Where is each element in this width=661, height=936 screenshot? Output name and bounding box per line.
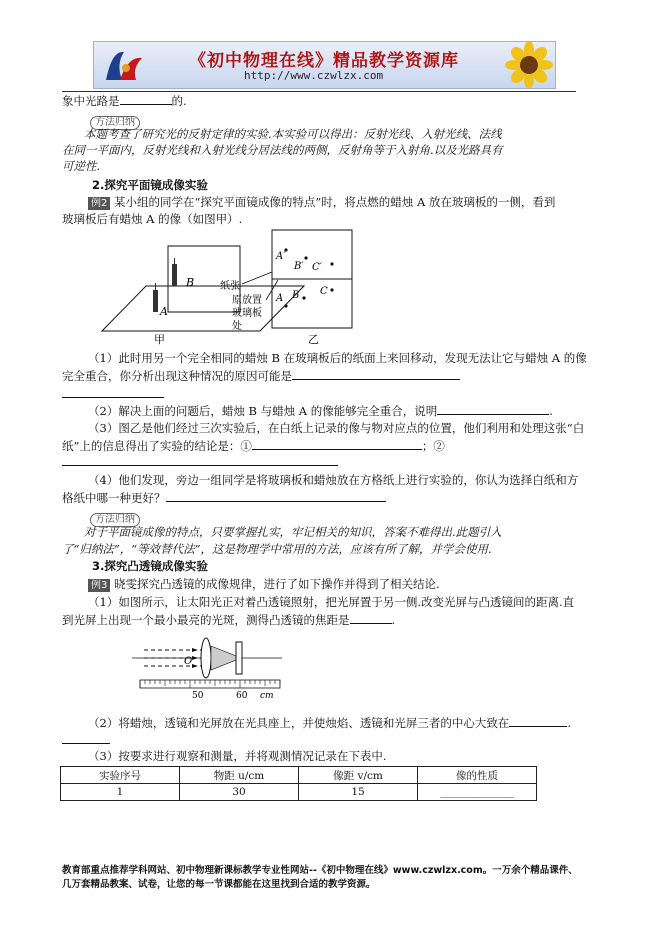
section-2-heading: 2.探究平面镜成像实验 bbox=[92, 178, 208, 192]
summary-2-line-1: 对于平面镜成像的特点，只要掌握扎实，牢记相关的知识，答案不难得出.此题引入 bbox=[84, 525, 502, 539]
sunflower-icon bbox=[504, 42, 554, 88]
p2-blank[interactable] bbox=[509, 714, 567, 727]
p3-line: （3）按要求进行观察和测量，并将观测情况记录在下表中. bbox=[88, 749, 387, 763]
q3-text: 纸”上的信息得出了实验的结论是：① bbox=[62, 439, 252, 453]
table-cell: 30 bbox=[180, 784, 299, 801]
example-2-text: 某小组的同学在“探究平面镜成像的特点”时，将点燃的蜡烛 A 放在玻璃板的一侧，看到 bbox=[114, 195, 556, 209]
footer-line-2: 几万套精品教案、试卷，让您的每一节课都能在这里找到合适的教学资源。 bbox=[62, 879, 376, 890]
ruler-label-60: 60 bbox=[236, 691, 248, 700]
q3-mark-2: ；② bbox=[421, 439, 445, 453]
observation-table bbox=[60, 766, 537, 801]
header-banner bbox=[93, 41, 556, 89]
p2-line: （2）将蜡烛，透镜和光屏放在光具座上，并使烛焰、透镜和光屏三者的中心大致在 . bbox=[88, 716, 571, 730]
q2-blank[interactable] bbox=[437, 402, 549, 415]
q1-line-1: （1）此时用另一个完全相同的蜡烛 B 在玻璃板后的纸面上来回移动，发现无法让它与蜡烛 A 的像 bbox=[88, 351, 587, 365]
q1-blank[interactable] bbox=[292, 367, 460, 380]
light-screen-icon bbox=[236, 642, 242, 674]
glass-label-1: 原放置 bbox=[232, 295, 262, 306]
glass-label-2: 玻璃板 bbox=[232, 308, 262, 319]
q4-blank[interactable] bbox=[166, 489, 386, 502]
table-cell-answer[interactable]: ______________ bbox=[418, 784, 537, 801]
q2-line: （2）解决上面的问题后，蜡烛 B 与蜡烛 A 的像能够完全重合，说明 . bbox=[88, 404, 553, 418]
table-header-row bbox=[61, 767, 537, 784]
header-title: 《初中物理在线》精品教学资源库 bbox=[189, 51, 459, 71]
convex-lens-figure bbox=[132, 630, 292, 700]
candle-a-icon bbox=[153, 290, 158, 312]
summary-1-line-1: 本题考查了研究光的反射定律的实验.本实验可以得出：反射光线、入射光线、法线 bbox=[84, 127, 502, 141]
p1-text: 到光屏上出现一个最小最亮的光斑，测得凸透镜的焦距是 bbox=[62, 613, 350, 627]
table-cell: 1 bbox=[61, 784, 180, 801]
summary-1-line-2: 在同一平面内，反射光线和入射光线分居法线的两侧，反射角等于入射角.以及光路具有 bbox=[62, 143, 503, 157]
summary-2-line-2: 了“归纳法”，“等效替代法”，这是物理学中常用的方法，应该有所了解，并学会使用. bbox=[62, 542, 492, 556]
site-logo-icon bbox=[102, 46, 146, 84]
q2-text: （2）解决上面的问题后，蜡烛 B 与蜡烛 A 的像能够完全重合，说明 bbox=[88, 404, 438, 418]
ruler-unit: cm bbox=[260, 691, 274, 700]
q4-line-1: （4）他们发现，旁边一组同学是将玻璃板和蜡烛放在方格纸上进行实验的，你认为选择白纸和方 bbox=[88, 473, 579, 487]
label-a: A bbox=[160, 305, 168, 318]
section-3-heading: 3.探究凸透镜成像实验 bbox=[92, 559, 208, 573]
q1-blank-2[interactable] bbox=[62, 397, 164, 398]
intro-post: 的. bbox=[171, 94, 187, 108]
method-label: 方法归纳 bbox=[90, 116, 140, 130]
point-a-prime: A′ bbox=[276, 251, 286, 262]
figure-jia-label: 甲 bbox=[154, 333, 165, 346]
lens-o-label: O bbox=[184, 656, 193, 667]
table-row bbox=[61, 784, 537, 801]
footer-line-1: 教育部重点推荐学科网站、初中物理新课标教学专业性网站--《初中物理在线》www.czwlzx.com。一万余个精品课件、 bbox=[62, 865, 578, 876]
figure-yi-label: 乙 bbox=[308, 333, 319, 346]
point-b: B bbox=[292, 290, 300, 301]
example-3-tag: 例3 bbox=[88, 579, 110, 592]
q3-blank-1[interactable] bbox=[252, 437, 422, 450]
q1-line-2 bbox=[62, 367, 460, 384]
example-3-text: 晓雯探究凸透镜的成像规律，进行了如下操作并得到了相关结论. bbox=[114, 577, 440, 591]
paper-label: 纸张 bbox=[220, 281, 240, 292]
q4-line-2 bbox=[62, 489, 386, 506]
q4-text: 格纸中哪一种更好？ bbox=[62, 491, 166, 505]
table-header-cell: 物距 u/cm bbox=[180, 767, 299, 784]
intro-pre: 象中光路是 bbox=[62, 94, 120, 108]
answer-blank[interactable] bbox=[120, 92, 172, 105]
summary-1-line-3: 可逆性. bbox=[62, 159, 101, 173]
q3-line-2 bbox=[62, 437, 445, 454]
table-header-cell: 像距 v/cm bbox=[299, 767, 418, 784]
glass-plate bbox=[168, 246, 240, 312]
candle-b-icon bbox=[172, 264, 177, 286]
paper-plane bbox=[102, 286, 304, 331]
plane-mirror-figure bbox=[96, 228, 376, 346]
label-b: B bbox=[186, 276, 195, 289]
table-header-cell: 实验序号 bbox=[61, 767, 180, 784]
example-2-tag: 例2 bbox=[88, 197, 110, 210]
point-c-prime: C′ bbox=[312, 262, 322, 273]
table-cell: 15 bbox=[299, 784, 418, 801]
q3-blank-2[interactable] bbox=[62, 465, 338, 466]
table-header-cell: 像的性质 bbox=[418, 767, 537, 784]
convex-lens-icon bbox=[201, 638, 211, 678]
p1-blank[interactable] bbox=[350, 611, 392, 624]
example-2-line-1 bbox=[88, 194, 555, 210]
example-3-line bbox=[88, 576, 440, 592]
p2-blank-2[interactable] bbox=[62, 743, 110, 744]
header-url[interactable]: http://www.czwlzx.com bbox=[244, 69, 384, 82]
intro-line bbox=[62, 92, 187, 109]
q3-line-1: （3）图乙是他们经过三次实验后，在白纸上记录的像与物对应点的位置，他们利用和处理这张“白 bbox=[88, 421, 585, 435]
point-a: A bbox=[276, 293, 284, 304]
glass-label-3: 处 bbox=[232, 321, 242, 332]
ruler-label-50: 50 bbox=[192, 691, 204, 700]
p1-line-1: （1）如图所示，让太阳光正对着凸透镜照射，把光屏置于另一侧.改变光屏与凸透镜间的距离.直 bbox=[88, 595, 575, 609]
q1-text: 完全重合，你分析出现这种情况的原因可能是 bbox=[62, 369, 292, 383]
p2-text: （2）将蜡烛，透镜和光屏放在光具座上，并使烛焰、透镜和光屏三者的中心大致在 bbox=[88, 716, 510, 730]
point-b-prime: B′ bbox=[294, 261, 304, 272]
example-2-line-2: 玻璃板后有蜡烛 A 的像（如图甲）. bbox=[62, 212, 243, 226]
method-label-2: 方法归纳 bbox=[90, 513, 140, 527]
p1-line-2: 到光屏上出现一个最小最亮的光斑，测得凸透镜的焦距是 . bbox=[62, 613, 396, 627]
point-c: C bbox=[320, 286, 328, 297]
